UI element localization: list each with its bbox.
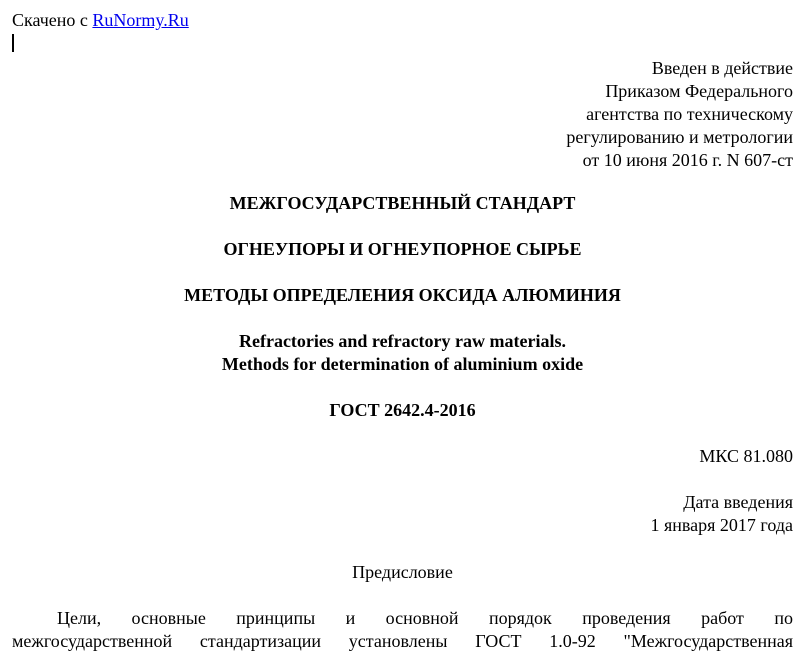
title-ru-line-2: МЕТОДЫ ОПРЕДЕЛЕНИЯ ОКСИДА АЛЮМИНИЯ <box>184 285 621 305</box>
title-en-line-2: Methods for determination of aluminium oxide <box>221 354 584 374</box>
approval-line: от 10 июня 2016 г. N 607-ст <box>582 150 793 170</box>
intro-date-value: 1 января 2017 года <box>650 515 793 535</box>
text-caret <box>12 34 14 52</box>
source-prefix: Скачено с <box>12 10 88 30</box>
approval-line: Введен в действие <box>651 58 793 78</box>
approval-line: Приказом Федерального <box>605 81 793 101</box>
intro-date-label: Дата введения <box>683 492 793 512</box>
title-ru-line-1: ОГНЕУПОРЫ И ОГНЕУПОРНОЕ СЫРЬЕ <box>223 239 582 259</box>
preface-paragraph <box>12 607 793 653</box>
preface-heading: Предисловие <box>352 562 453 582</box>
runormy-link[interactable]: RuNormy.Ru <box>92 10 189 30</box>
standard-type-heading: МЕЖГОСУДАРСТВЕННЫЙ СТАНДАРТ <box>229 193 576 213</box>
approval-line: агентства по техническому <box>586 104 793 124</box>
source-line <box>12 10 189 30</box>
title-en-line-1: Refractories and refractory raw materials. <box>238 331 567 351</box>
approval-block <box>566 57 793 172</box>
intro-date-block <box>650 491 793 537</box>
approval-line: регулированию и метрологии <box>566 127 793 147</box>
mks-code: МКС 81.080 <box>699 446 793 466</box>
preface-line-2: межгосударственной стандартизации установлены ГОСТ 1.0-92 "Межгосударственная <box>12 631 793 651</box>
standard-code: ГОСТ 2642.4-2016 <box>329 400 476 420</box>
preface-line-1: Цели, основные принципы и основной порядок проведения работ по <box>57 608 793 628</box>
